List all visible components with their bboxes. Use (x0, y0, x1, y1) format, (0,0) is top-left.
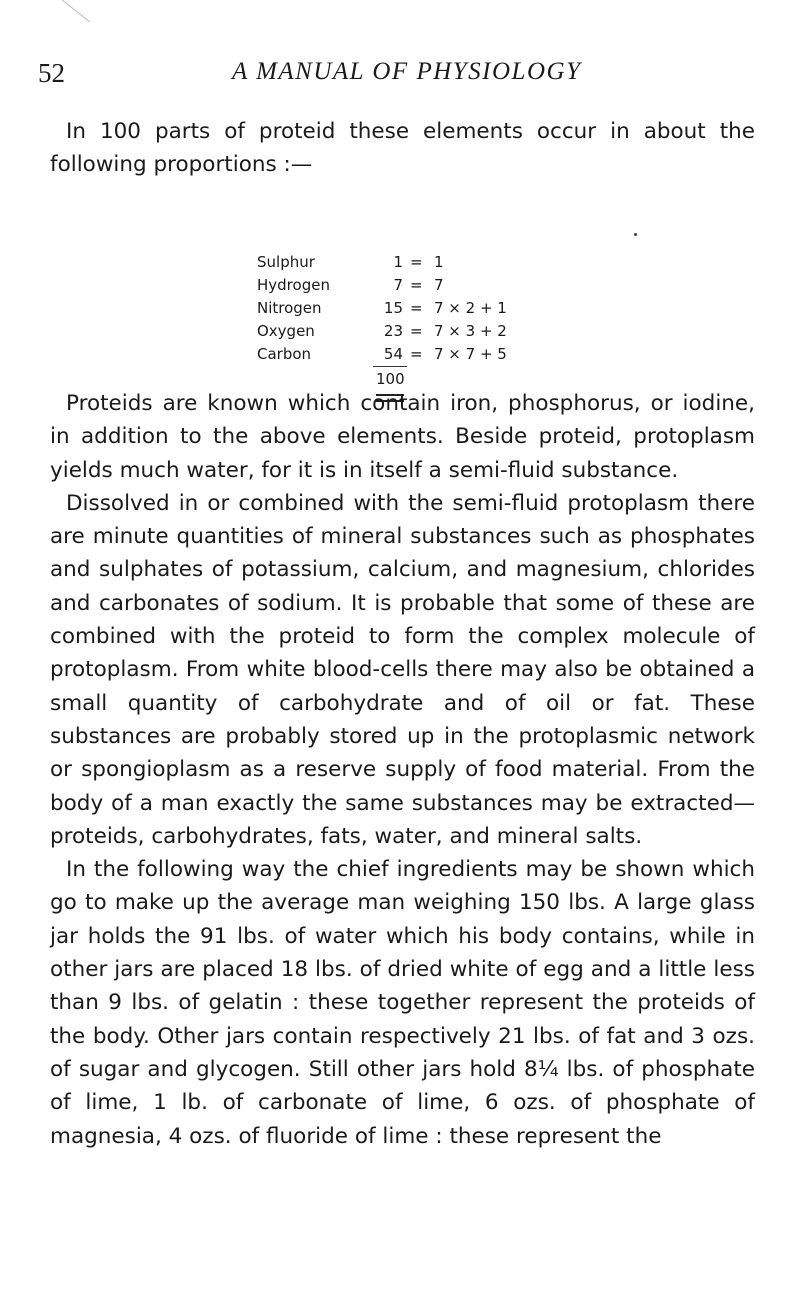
main-text (50, 387, 755, 1153)
element-expression: 1 (434, 253, 444, 271)
element-parts: 1 (393, 253, 403, 271)
element-name: Carbon (257, 345, 312, 363)
element-parts: 15 (383, 299, 403, 317)
element-name: Nitrogen (257, 299, 322, 317)
element-expression: 7 × 2 + 1 (434, 299, 507, 317)
page-number: 52 (38, 58, 65, 88)
element-name: Hydrogen (257, 276, 330, 294)
print-speck (634, 233, 637, 236)
element-parts: 7 (393, 276, 403, 294)
sum-rule (373, 366, 407, 367)
equals-sign: = (410, 322, 423, 340)
element-expression: 7 (434, 276, 444, 294)
paragraph: In the following way the chief ingredients may be shown which go to make up the average man weighing 150 lbs. A large glass jar holds the 91 lbs. of water which his body contains, while in other jars are placed 18 lbs. of dried white of egg and a little less than 9 lbs. of gelatin : these together represent the proteids of the body. Other jars contain respectively 21 lbs. of fat and 3 ozs. of sugar and glycogen. Still other jars hold 8¼ lbs. of phosphate of lime, 1 lb. of carbonate of lime, 6 ozs. of phosphate of magnesia, 4 ozs. of fluoride of lime : these represent the (50, 857, 755, 1149)
composition-total: 100 (376, 370, 405, 388)
intro-text: In 100 parts of proteid these elements occur in about the following proportions :— (50, 119, 755, 178)
page-corner-mark (60, 0, 100, 24)
paragraph: Proteids are known which contain iron, phosphorus, or iodine, in addition to the above elements. Beside proteid, protoplasm yields much water, for it is in itself a semi-fluid substance. (50, 391, 755, 483)
element-name: Sulphur (257, 253, 315, 271)
element-expression: 7 × 7 + 5 (434, 345, 507, 363)
element-name: Oxygen (257, 322, 315, 340)
running-head (38, 58, 738, 92)
element-parts: 54 (383, 345, 403, 363)
equals-sign: = (410, 345, 423, 363)
running-title: A MANUAL OF PHYSIOLOGY (232, 58, 582, 85)
intro-paragraph (50, 115, 755, 182)
element-parts: 23 (383, 322, 403, 340)
equals-sign: = (410, 276, 423, 294)
equals-sign: = (410, 299, 423, 317)
element-expression: 7 × 3 + 2 (434, 322, 507, 340)
equals-sign: = (410, 253, 423, 271)
paragraph: Dissolved in or combined with the semi-fluid protoplasm there are minute quantities of mineral substances such as phosphates and sulphates of potassium, calcium, and magnesium, chlorides and carbonates of sodium. It is probable that some of these are combined with the proteid to form the complex molecule of protoplasm. From white blood-cells there may also be obtained a small quantity of carbohydrate and of oil or fat. These substances are probably stored up in the protoplasmic network or spongioplasm as a reserve supply of food material. From the body of a man exactly the same substances may be extracted—proteids, carbohydrates, fats, water, and mineral salts. (50, 490, 755, 849)
